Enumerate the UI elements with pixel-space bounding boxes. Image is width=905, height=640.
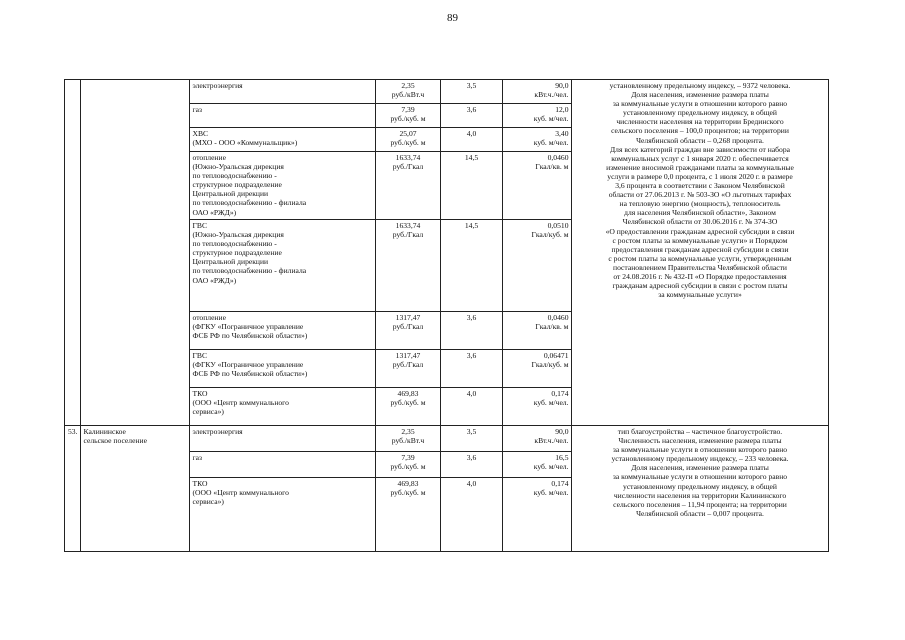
service-rate: 14,5 — [440, 220, 502, 312]
service-norm: 0,0510 Гкал/куб. м — [502, 220, 571, 312]
service-name: ТКО (ООО «Центр коммунального сервиса») — [189, 478, 375, 552]
service-name: ГВС (ФГКУ «Пограничное управление ФСБ РФ по Челябинской области») — [189, 350, 375, 388]
service-price: 25,07 руб./куб. м — [375, 128, 440, 152]
service-name: отопление (ФГКУ «Пограничное управление ФСБ РФ по Челябинской области») — [189, 312, 375, 350]
service-price: 2,35 руб./кВт.ч — [375, 80, 440, 104]
service-rate: 3,5 — [440, 80, 502, 104]
settlement-name — [80, 80, 189, 426]
service-rate: 14,5 — [440, 152, 502, 220]
service-name: ТКО (ООО «Центр коммунального сервиса») — [189, 388, 375, 426]
service-rate: 3,6 — [440, 104, 502, 128]
settlement-name: Калининское сельское поселение — [80, 426, 189, 552]
row-index: 53. — [65, 426, 81, 552]
tariff-table — [64, 79, 829, 552]
service-price: 7,39 руб./куб. м — [375, 452, 440, 478]
service-price: 1633,74 руб./Гкал — [375, 152, 440, 220]
service-norm: 3,40 куб. м/чел. — [502, 128, 571, 152]
service-name: электроэнергия — [189, 426, 375, 452]
service-price: 469,83 руб./куб. м — [375, 388, 440, 426]
service-rate: 4,0 — [440, 478, 502, 552]
service-rate: 3,6 — [440, 312, 502, 350]
service-price: 469,83 руб./куб. м — [375, 478, 440, 552]
service-norm: 0,06471 Гкал/куб. м — [502, 350, 571, 388]
service-name: ГВС (Южно-Уральская дирекция по тепловодоснабжению - структурное подразделение Центральной дирекции по тепловодоснабжению - филиала ОАО «РЖД») — [189, 220, 375, 312]
service-price: 7,39 руб./куб. м — [375, 104, 440, 128]
service-name: электроэнергия — [189, 80, 375, 104]
service-name: газ — [189, 452, 375, 478]
service-name: отопление (Южно-Уральская дирекция по тепловодоснабжению - структурное подразделение Центральной дирекции по тепловодоснабжению - филиала ОАО «РЖД») — [189, 152, 375, 220]
service-norm: 0,174 куб. м/чел. — [502, 388, 571, 426]
service-rate: 4,0 — [440, 388, 502, 426]
service-rate: 3,6 — [440, 350, 502, 388]
service-name: газ — [189, 104, 375, 128]
service-rate: 3,6 — [440, 452, 502, 478]
page-number: 89 — [447, 12, 458, 24]
explanation-note: установленному предельному индексу, – 9372 человека. Доля населения, изменение размера платы за коммунальные услуги в отношении которого равно установленному предельному индексу, в общей численности населения на территории Брединского сельского поселения – 100,0 процентов; на территории Челябинской области – 0,268 процента. Для всех категорий граждан вне зависимости от набора коммунальных услуг с 1 января 2020 г. обеспечивается изменение вносимой гражданами платы за коммунальные услуги в размере 0,0 процента, с 1 июля 2020 г. в размере 3,6 процента в соответствии с Законом Челябинской области от 27.06.2013 г. № 503-ЗО «О льготных тарифах на тепловую энергию (мощность), теплоноситель для населения Челябинской области», Законом Челябинской области от 30.06.2016 г. № 374-ЗО «О предоставлении гражданам адресной субсидии в связи с ростом платы за коммунальные услуги» и Порядком предоставления гражданам адресной субсидии в связи с ростом платы за коммунальные услуги, утвержденным постановлением Правительства Челябинской области от 24.08.2016 г. № 432-П «О Порядке предоставления гражданам адресной субсидии в связи с ростом платы за коммунальные услуги» — [571, 80, 828, 426]
service-norm: 16,5 куб. м/чел. — [502, 452, 571, 478]
service-price: 2,35 руб./кВт.ч — [375, 426, 440, 452]
row-index — [65, 80, 81, 426]
service-rate: 3,5 — [440, 426, 502, 452]
explanation-note: тип благоустройства – частичное благоустройство. Численность населения, изменение размера платы за коммунальные услуги в отношении которого равно установленному предельному индексу, – 233 человека. Доля населения, изменение размера платы за коммунальные услуги в отношении которого равно установленному предельному индексу, в общей численности населения на территории Калининского сельского поселения – 11,94 процента; на территории Челябинской области – 0,007 процента. — [571, 426, 828, 552]
service-norm: 90,0 кВт.ч./чел. — [502, 80, 571, 104]
service-price: 1633,74 руб./Гкал — [375, 220, 440, 312]
service-norm: 0,174 куб. м/чел. — [502, 478, 571, 552]
service-price: 1317,47 руб./Гкал — [375, 312, 440, 350]
service-name: ХВС (МХО - ООО «Коммунальщик») — [189, 128, 375, 152]
table-row — [65, 426, 829, 452]
service-norm: 0,0460 Гкал/кв. м — [502, 152, 571, 220]
service-norm: 0,0460 Гкал/кв. м — [502, 312, 571, 350]
service-rate: 4,0 — [440, 128, 502, 152]
service-norm: 90,0 кВт.ч./чел. — [502, 426, 571, 452]
service-norm: 12,0 куб. м/чел. — [502, 104, 571, 128]
service-price: 1317,47 руб./Гкал — [375, 350, 440, 388]
table-row — [65, 80, 829, 104]
